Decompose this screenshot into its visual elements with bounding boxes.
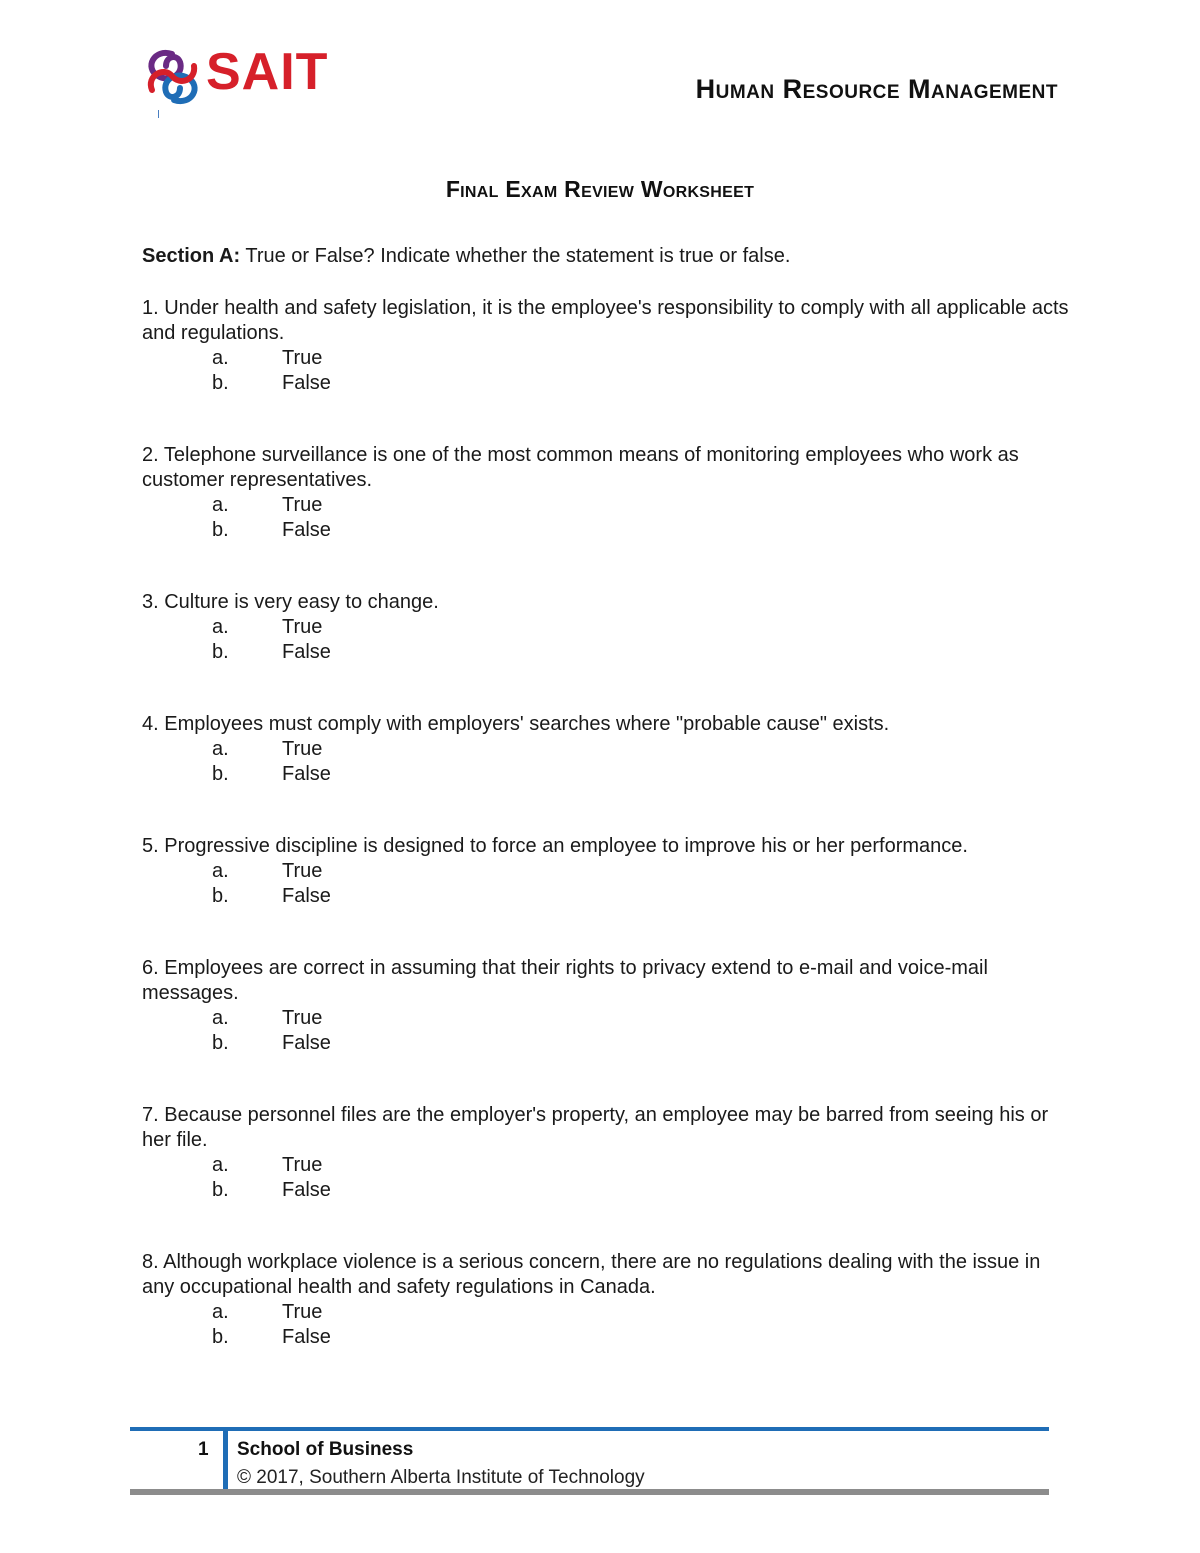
option-letter: b. — [212, 885, 229, 907]
question-text: 6. Employees are correct in assuming that their rights to privacy extend to e-mail and voice-mail messages. — [142, 957, 988, 1004]
option-text: False — [282, 763, 331, 785]
question-text: 4. Employees must comply with employers' searches where "probable cause" exists. — [142, 713, 890, 735]
option-letter: a. — [212, 860, 229, 882]
footer-top-rule — [130, 1427, 1049, 1431]
option-text: False — [282, 1032, 331, 1054]
worksheet-body — [142, 244, 1072, 1397]
question-4 — [142, 712, 1072, 787]
option-letter: a. — [212, 1301, 229, 1323]
option-text: True — [282, 1154, 323, 1176]
option-letter: a. — [212, 1154, 229, 1176]
option-letter: b. — [212, 1179, 229, 1201]
question-text: 5. Progressive discipline is designed to force an employee to improve his or her performance. — [142, 835, 968, 857]
option-text: True — [282, 738, 323, 760]
section-intro — [142, 244, 1072, 269]
footer-school: School of Business — [237, 1439, 414, 1460]
option-a — [142, 493, 1072, 518]
question-text: 3. Culture is very easy to change. — [142, 591, 439, 613]
option-letter: a. — [212, 616, 229, 638]
option-text: True — [282, 347, 323, 369]
option-a — [142, 615, 1072, 640]
option-b — [142, 518, 1072, 543]
question-7 — [142, 1103, 1072, 1203]
question-8 — [142, 1250, 1072, 1350]
option-text: False — [282, 1179, 331, 1201]
option-letter: a. — [212, 347, 229, 369]
sait-logo — [142, 44, 342, 124]
logo-wordmark: SAIT — [206, 43, 329, 101]
sait-knot-icon — [142, 46, 204, 108]
question-text: 7. Because personnel files are the employer's property, an employee may be barred from seeing his or her file. — [142, 1104, 1049, 1151]
option-letter: a. — [212, 1007, 229, 1029]
section-label: Section A: — [142, 245, 241, 267]
option-letter: b. — [212, 372, 229, 394]
option-text: False — [282, 519, 331, 541]
question-text: 1. Under health and safety legislation, it is the employee's responsibility to comply with all applicable acts and regulations. — [142, 297, 1069, 344]
option-letter: b. — [212, 519, 229, 541]
page-number: 1 — [198, 1439, 209, 1460]
footer-divider — [223, 1431, 228, 1489]
option-letter: b. — [212, 1032, 229, 1054]
option-b — [142, 1325, 1072, 1350]
option-text: True — [282, 616, 323, 638]
option-a — [142, 1300, 1072, 1325]
option-b — [142, 762, 1072, 787]
option-b — [142, 884, 1072, 909]
question-5 — [142, 834, 1072, 909]
question-3 — [142, 590, 1072, 665]
logo-tick-mark — [158, 110, 159, 118]
option-b — [142, 371, 1072, 396]
option-b — [142, 640, 1072, 665]
option-text: False — [282, 372, 331, 394]
option-letter: b. — [212, 641, 229, 663]
option-text: True — [282, 494, 323, 516]
section-instruction: True or False? Indicate whether the statement is true or false. — [240, 245, 791, 267]
course-title: Human Resource Management — [695, 74, 1058, 104]
option-a — [142, 737, 1072, 762]
option-text: True — [282, 1007, 323, 1029]
page-footer — [130, 1427, 1049, 1497]
document-title: Final Exam Review Worksheet — [445, 176, 755, 202]
option-text: False — [282, 1326, 331, 1348]
option-letter: a. — [212, 738, 229, 760]
question-text: 2. Telephone surveillance is one of the most common means of monitoring employees who work as customer representatives. — [142, 444, 1019, 491]
option-text: True — [282, 1301, 323, 1323]
option-text: False — [282, 641, 331, 663]
option-text: False — [282, 885, 331, 907]
option-text: True — [282, 860, 323, 882]
option-b — [142, 1178, 1072, 1203]
option-letter: a. — [212, 494, 229, 516]
option-b — [142, 1031, 1072, 1056]
question-6 — [142, 956, 1072, 1056]
option-letter: b. — [212, 763, 229, 785]
question-text: 8. Although workplace violence is a serious concern, there are no regulations dealing with the issue in any occupational health and safety regulations in Canada. — [142, 1251, 1041, 1298]
option-a — [142, 1153, 1072, 1178]
option-a — [142, 859, 1072, 884]
question-1 — [142, 296, 1072, 396]
question-2 — [142, 443, 1072, 543]
footer-copyright: © 2017, Southern Alberta Institute of Technology — [237, 1467, 645, 1488]
footer-bottom-rule — [130, 1489, 1049, 1495]
option-a — [142, 346, 1072, 371]
option-letter: b. — [212, 1326, 229, 1348]
option-a — [142, 1006, 1072, 1031]
